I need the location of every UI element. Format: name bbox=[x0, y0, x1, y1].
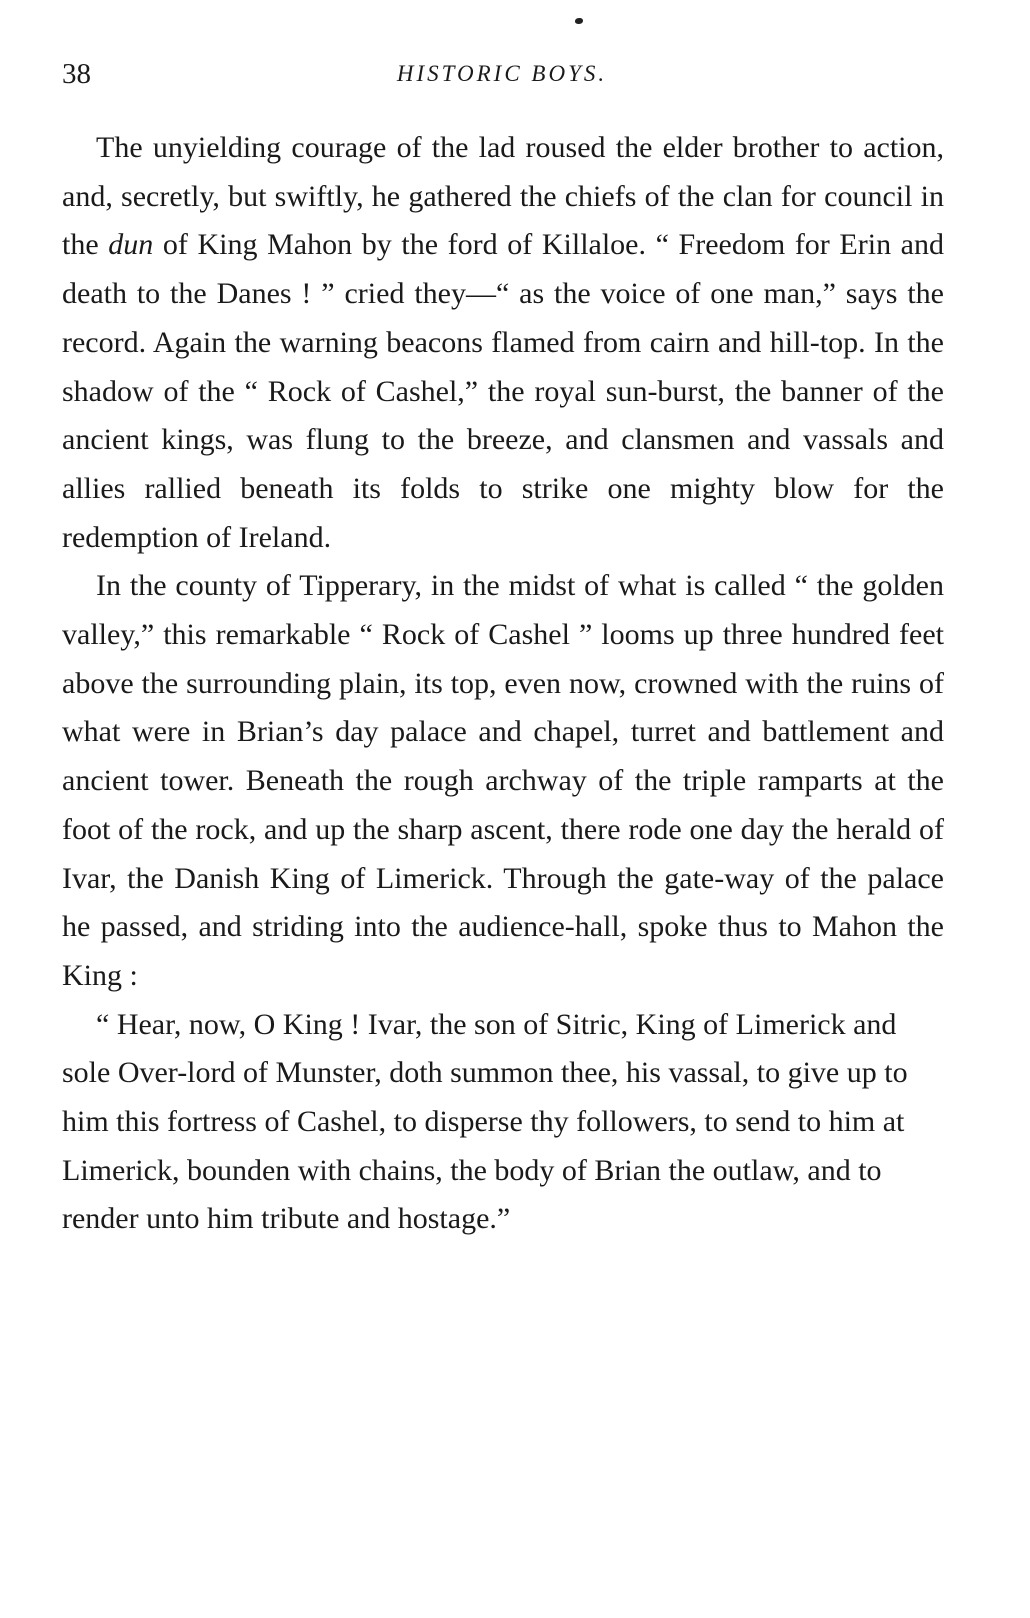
page-number: 38 bbox=[62, 58, 91, 90]
paragraph: In the county of Tipperary, in the midst of what is called “ the golden valley,” this remarkable “ Rock of Cashel ” looms up three hundred feet above the surrounding plain, its top, even now, crowned with the ruins of what were in Brian’s day palace and chapel, turret and battlement and ancient tower. Beneath the rough archway of the triple ramparts at the foot of the rock, and up the sharp ascent, there rode one day the herald of Ivar, the Danish King of Limerick. Through the gate-way of the palace he passed, and striding into the audience-hall, spoke thus to Mahon the King : bbox=[62, 569, 944, 992]
ink-speck bbox=[575, 18, 583, 24]
body-text bbox=[62, 124, 944, 1244]
page-header bbox=[62, 52, 942, 96]
paragraph: “ Hear, now, O King ! Ivar, the son of Sitric, King of Limerick and sole Over-lord of Munster, doth summon thee, his vassal, to give up to him this fortress of Cashel, to disperse thy followers, to send to him at Limerick, bounden with chains, the body of Brian the outlaw, and to render unto him tribute and hostage.” bbox=[62, 1007, 908, 1236]
running-title: HISTORIC BOYS. bbox=[396, 61, 608, 86]
paragraph: The unyielding courage of the lad roused the elder brother to action, and, secretly, but swiftly, he gathered the chiefs of the clan for council in the dun of King Mahon by the ford of Killaloe. “ Freedom for Erin and death to the Danes ! ” cried they—“ as the voice of one man,” says the record. Again the warning beacons flamed from cairn and hill-top. In the shadow of the “ Rock of Cashel,” the royal sun-burst, the banner of the ancient kings, was flung to the breeze, and clansmen and vassals and allies rallied beneath its folds to strike one mighty blow for the redemption of Ireland. bbox=[62, 131, 945, 554]
italic-word: dun bbox=[108, 228, 154, 262]
